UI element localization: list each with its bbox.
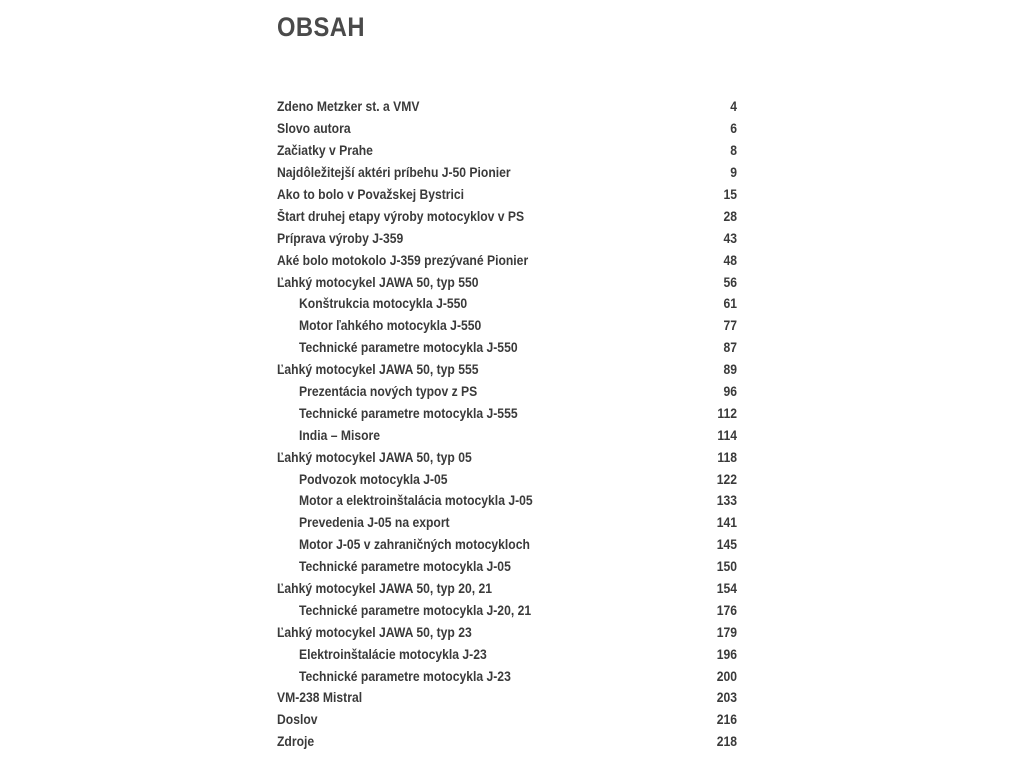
toc-subentry (277, 293, 737, 315)
toc-entry-label: Najdôležitejší aktéri príbehu J-50 Pionier (277, 165, 511, 181)
toc-entry-label: Ľahký motocykel JAWA 50, typ 550 (277, 274, 479, 290)
toc-entry-page-number: 122 (716, 471, 737, 487)
toc-entry-label: Technické parametre motocykla J-20, 21 (299, 602, 532, 618)
toc-entry-page-number: 154 (716, 581, 737, 597)
toc-entry-page-number: 4 (730, 99, 737, 115)
toc-entry (277, 96, 737, 118)
toc-entry-page-number: 87 (723, 340, 737, 356)
toc-entry-label: VM-238 Mistral (277, 690, 363, 706)
toc-entry (277, 249, 737, 271)
toc-entry-page-number: 176 (716, 602, 737, 618)
toc-entry (277, 205, 737, 227)
toc-entry-label: India – Misore (299, 427, 381, 443)
toc-entry-page-number: 200 (716, 668, 737, 684)
toc-entry (277, 621, 737, 643)
toc-entry-label: Príprava výroby J-359 (277, 230, 404, 246)
toc-subentry (277, 643, 737, 665)
toc-entry-page-number: 28 (723, 208, 737, 224)
toc-entry-label: Zdeno Metzker st. a VMV (277, 99, 420, 115)
toc-subentry (277, 381, 737, 403)
toc-subentry (277, 402, 737, 424)
toc-entry-page-number: 43 (723, 230, 737, 246)
toc-entry-label: Prezentácia nových typov z PS (299, 384, 478, 400)
toc-entry-page-number: 145 (716, 537, 737, 553)
toc-entry-label: Ľahký motocykel JAWA 50, typ 20, 21 (277, 581, 492, 597)
toc-entry (277, 709, 737, 731)
toc-entry-page-number: 56 (723, 274, 737, 290)
toc-entry (277, 687, 737, 709)
toc-entry (277, 184, 737, 206)
toc-entry-page-number: 9 (730, 165, 737, 181)
toc-entry-label: Motor a elektroinštalácia motocykla J-05 (299, 493, 533, 509)
toc-entry-page-number: 114 (717, 427, 737, 443)
toc-subentry (277, 424, 737, 446)
toc-entry-label: Elektroinštalácie motocykla J-23 (299, 646, 487, 662)
toc-entry-label: Technické parametre motocykla J-23 (299, 668, 511, 684)
toc-entry-label: Motor J-05 v zahraničných motocykloch (299, 537, 530, 553)
toc-entry-page-number: 216 (716, 712, 737, 728)
toc-entry-page-number: 6 (730, 121, 737, 137)
toc-subentry (277, 556, 737, 578)
toc-entry-label: Ako to bolo v Považskej Bystrici (277, 187, 465, 202)
page-title: OBSAH (277, 12, 366, 42)
toc-entry-label: Prevedenia J-05 na export (299, 515, 450, 531)
toc-entry-label: Ľahký motocykel JAWA 50, typ 05 (277, 449, 472, 465)
toc-entry-page-number: 89 (723, 362, 737, 378)
toc-entry (277, 446, 737, 468)
toc-entry-page-number: 141 (716, 515, 737, 531)
toc-entry (277, 359, 737, 381)
toc-entry-label: Doslov (277, 712, 318, 728)
toc-entry-label: Motor ľahkého motocykla J-550 (299, 318, 482, 334)
toc-entry (277, 731, 737, 753)
toc-entry-label: Zdroje (277, 734, 315, 750)
toc-entry (277, 140, 737, 162)
toc-entry-page-number: 61 (723, 296, 737, 312)
toc-entry-label: Slovo autora (277, 121, 351, 137)
toc-entry-page-number: 118 (717, 449, 737, 465)
toc-subentry (277, 665, 737, 687)
toc-entry-page-number: 196 (716, 646, 737, 662)
toc-subentry (277, 468, 737, 490)
toc-subentry (277, 599, 737, 621)
toc-entry-page-number: 8 (730, 143, 737, 159)
toc-entry-page-number: 179 (716, 624, 737, 640)
toc-entry-label: Začiatky v Prahe (277, 143, 373, 159)
toc-subentry (277, 490, 737, 512)
toc-entry (277, 162, 737, 184)
toc-entry-page-number: 218 (716, 734, 737, 750)
toc-entry-page-number: 15 (723, 187, 737, 202)
toc-entry-page-number: 150 (716, 559, 737, 575)
toc-subentry (277, 315, 737, 337)
toc-entry-label: Technické parametre motocykla J-555 (299, 405, 518, 421)
toc-entry (277, 227, 737, 249)
toc-entry-label: Štart druhej etapy výroby motocyklov v PS (277, 208, 525, 224)
toc-entry-page-number: 133 (716, 493, 737, 509)
toc-entry-label: Podvozok motocykla J-05 (299, 471, 448, 487)
toc-entry-label: Aké bolo motokolo J-359 prezývané Pionier (277, 252, 529, 268)
toc-entry-page-number: 96 (723, 384, 737, 400)
toc-entry-label: Ľahký motocykel JAWA 50, typ 23 (277, 624, 472, 640)
toc-subentry (277, 337, 737, 359)
toc-entry (277, 118, 737, 140)
toc-entry (277, 578, 737, 600)
toc-subentry (277, 512, 737, 534)
toc-entry-label: Technické parametre motocykla J-550 (299, 340, 518, 356)
toc-entry-label: Ľahký motocykel JAWA 50, typ 555 (277, 362, 479, 378)
toc-subentry (277, 534, 737, 556)
toc-entry-page-number: 203 (716, 690, 737, 706)
toc-entry (277, 271, 737, 293)
toc-entry-page-number: 77 (723, 318, 737, 334)
toc-entry-page-number: 112 (717, 405, 737, 421)
toc-entry-label: Konštrukcia motocykla J-550 (299, 296, 468, 312)
table-of-contents (277, 96, 737, 753)
toc-entry-label: Technické parametre motocykla J-05 (299, 559, 511, 575)
toc-entry-page-number: 48 (723, 252, 737, 268)
